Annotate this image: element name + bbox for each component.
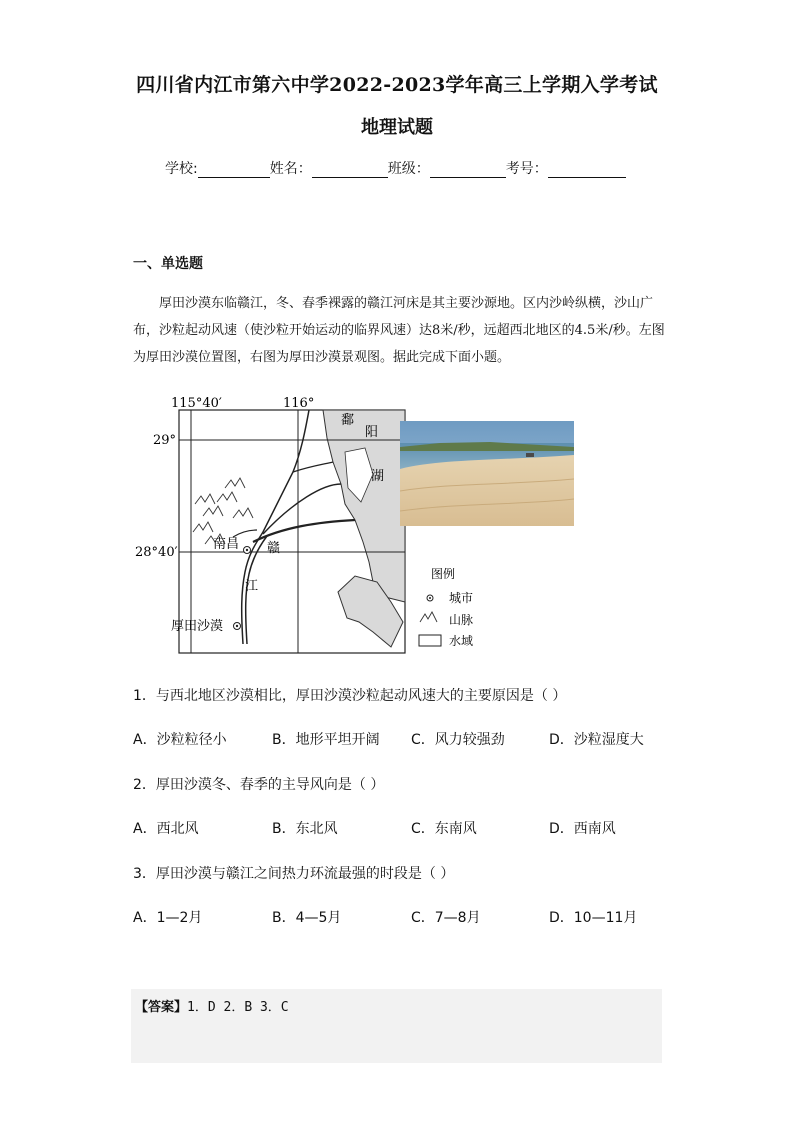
answer-line	[135, 996, 289, 1015]
question-1-option-b[interactable]: B．地形平坦开阔	[272, 732, 380, 748]
legend-water-icon	[419, 635, 441, 646]
question-3-option-c[interactable]: C．7—8月	[411, 910, 481, 926]
question-2-option-a[interactable]: A．西北风	[133, 821, 199, 837]
lat-label-top: 29°	[153, 433, 177, 448]
question-3-option-a[interactable]: A．1—2月	[133, 910, 203, 926]
name-blank[interactable]	[312, 161, 388, 178]
answer-values: 1．D 2．B 3．C	[187, 1000, 289, 1015]
name-label: 姓名：	[269, 161, 312, 177]
number-blank[interactable]	[548, 161, 626, 178]
poyang-char-1: 鄱	[341, 413, 355, 428]
reading-passage: 厚田沙漠东临赣江，冬、春季裸露的赣江河床是其主要沙源地。区内沙岭纵横，沙山广布，沙粒起动风速（使沙粒开始运动的临界风速）达8米/秒，远超西北地区的4.5米/秒。左图为厚田沙漠位置图，右图为厚田沙漠景观图。据此完成下面小题。	[133, 296, 665, 365]
legend-city-label: 城市	[449, 591, 474, 605]
page-subtitle: 地理试题	[361, 117, 433, 138]
river-char-1: 赣	[267, 541, 281, 556]
class-label: 班级：	[387, 161, 430, 177]
question-3-stem: 3．厚田沙漠与赣江之间热力环流最强的时段是（ ）	[133, 866, 455, 882]
school-blank[interactable]	[198, 161, 270, 178]
lat-label-bottom: 28°40′	[135, 545, 178, 560]
answer-label: 【答案】	[135, 1000, 188, 1015]
poyang-char-3: 湖	[371, 469, 385, 484]
question-1-option-a[interactable]: A．沙粒粒径小	[133, 732, 227, 748]
question-3-option-d[interactable]: D．10—11月	[549, 910, 638, 926]
legend-water-label: 水域	[449, 634, 474, 648]
class-blank[interactable]	[430, 161, 506, 178]
city-label: 南昌	[213, 537, 240, 552]
section-heading: 一、单选题	[133, 256, 203, 272]
legend-title: 图例	[431, 567, 456, 581]
student-info-fields	[165, 158, 626, 178]
lon-label-left: 115°40′	[171, 396, 222, 411]
legend-mountain-label: 山脉	[449, 613, 474, 627]
question-1-option-c[interactable]: C．风力较强劲	[411, 732, 505, 748]
question-2-option-c[interactable]: C．东南风	[411, 821, 477, 837]
desert-label: 厚田沙漠	[171, 619, 224, 634]
school-label: 学校:	[165, 161, 198, 177]
question-2-option-b[interactable]: B．东北风	[272, 821, 338, 837]
question-3-option-b[interactable]: B．4—5月	[272, 910, 342, 926]
question-2-option-d[interactable]: D．西南风	[549, 821, 616, 837]
desert-landscape-photo	[400, 421, 574, 526]
question-1-stem: 1．与西北地区沙漠相比，厚田沙漠沙粒起动风速大的主要原因是（ ）	[133, 688, 567, 704]
lon-label-right: 116°	[283, 396, 315, 411]
question-2-stem: 2．厚田沙漠冬、春季的主导风向是（ ）	[133, 777, 385, 793]
number-label: 考号：	[505, 161, 548, 177]
poyang-char-2: 阳	[365, 425, 379, 440]
page-title: 四川省内江市第六中学2022-2023学年高三上学期入学考试	[136, 74, 658, 96]
river-char-2: 江	[245, 579, 259, 594]
legend-mountain-icon	[420, 612, 437, 622]
question-1-option-d[interactable]: D．沙粒湿度大	[549, 732, 644, 748]
